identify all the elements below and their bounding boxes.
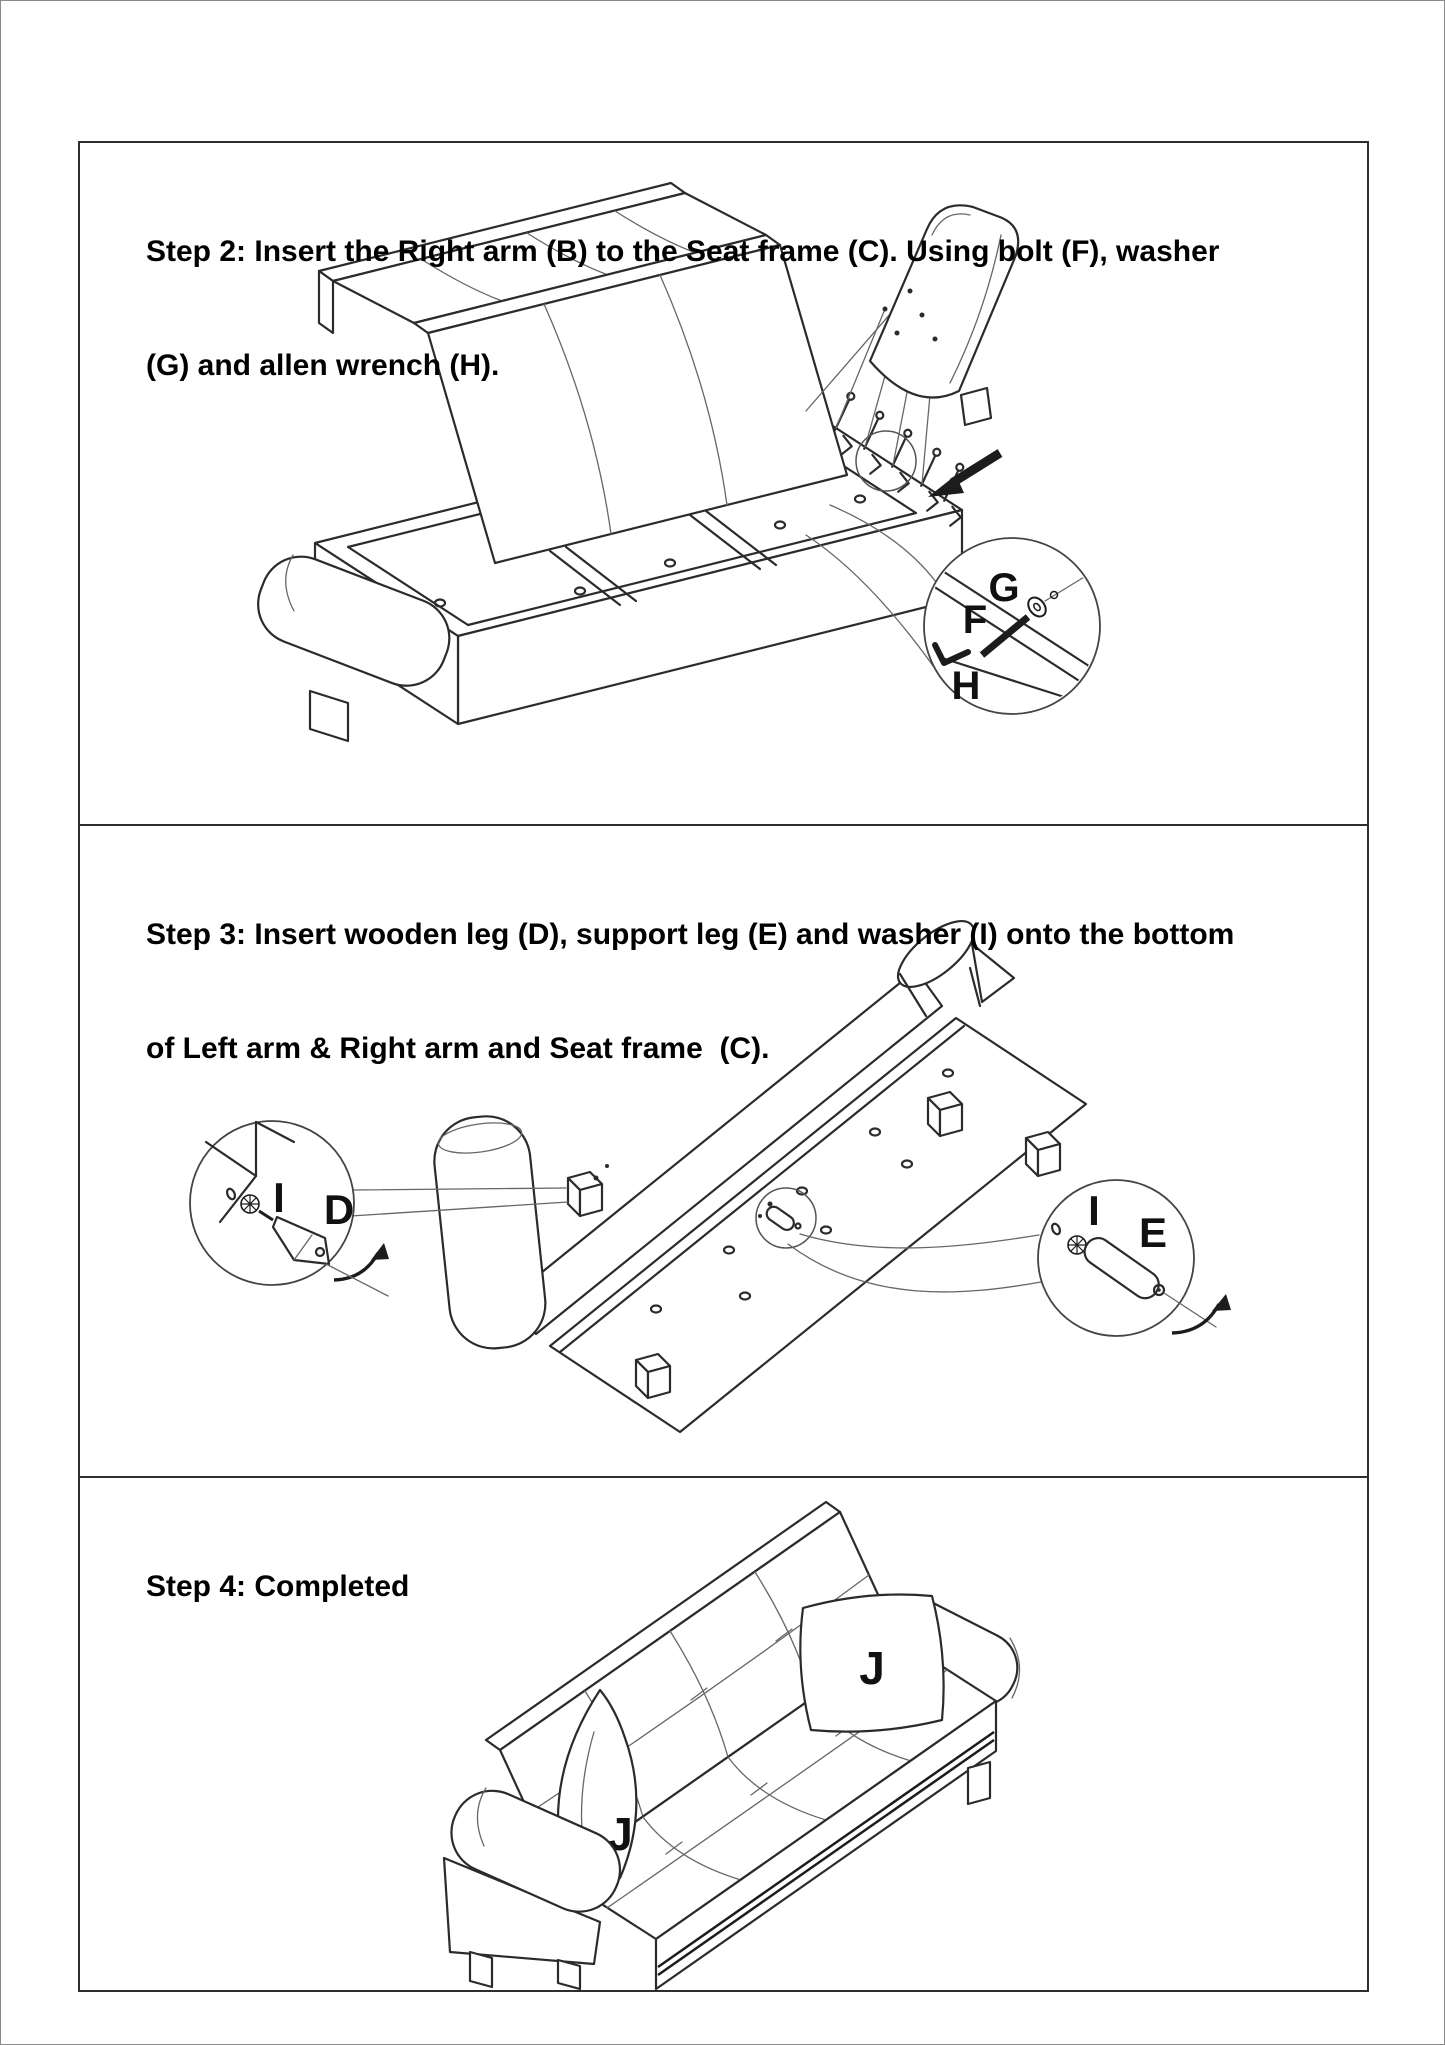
back-pillow [800,1595,943,1732]
step2-title-line1: Step 2: Insert the Right arm (B) to the Seat frame (C). Using bolt (F), washer [146,235,1220,268]
steps-sheet [78,141,1369,1992]
step3-heading [146,840,1234,1144]
step4-title-line1: Step 4: Completed [146,1570,410,1603]
label-leg-e: E [1138,1209,1168,1256]
step3-title-line2: of Left arm & Right arm and Seat frame (C). [146,1032,770,1065]
step2-section [80,143,1367,824]
label-pillow-front-j: J [607,1808,633,1860]
callout-circle-id [190,1121,389,1296]
label-washer-g: G [988,566,1020,610]
left-foot-1 [470,1952,492,1987]
washer-icon [1068,1236,1086,1254]
label-leg-d: D [323,1186,355,1233]
step4-section [80,1476,1367,1990]
callout-circle-ie [1038,1180,1231,1336]
left-foot-2 [558,1960,580,1989]
rotation-arrow-icon [1164,1293,1231,1333]
step4-heading [146,1492,409,1682]
right-foot [968,1762,990,1804]
label-bolt-f: F [962,598,988,642]
washer-icon [241,1195,259,1213]
step2-title-line2: (G) and allen wrench (H). [146,349,500,382]
callout-circle-fgh [924,538,1100,714]
label-washer-i-left: I [273,1174,285,1221]
step2-heading [146,157,1219,461]
left-arm [430,1112,550,1353]
label-washer-i-right: I [1088,1187,1100,1234]
step3-section [80,824,1367,1476]
label-wrench-h: H [951,664,981,708]
step3-title-line1: Step 3: Insert wooden leg (D), support leg (E) and washer (I) onto the bottom [146,918,1235,951]
label-pillow-back-j: J [859,1642,885,1694]
